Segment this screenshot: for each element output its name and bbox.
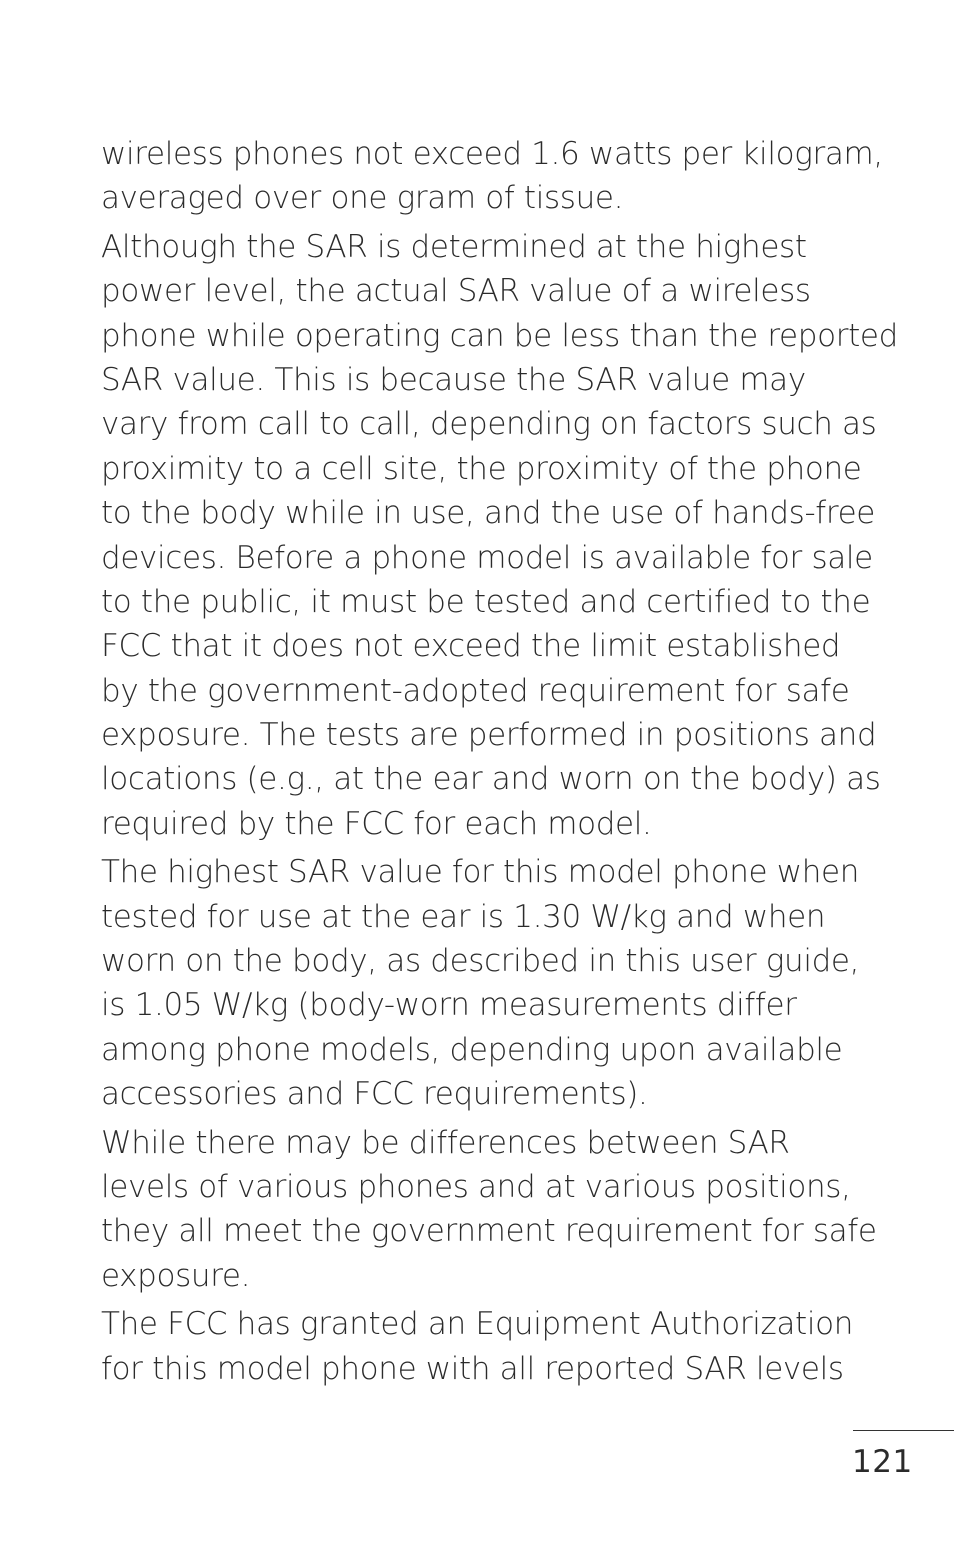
text-line: vary from call to call, depending on factors such as [101,406,877,443]
text-line: worn on the body, as described in this user guide, [101,943,860,980]
paragraph-fcc-authorization [101,1302,901,1391]
text-line: The highest SAR value for this model phone when [101,854,860,891]
text-line: locations (e.g., at the ear and worn on the body) as [101,761,881,798]
text-line: exposure. [101,1257,251,1294]
text-line: Although the SAR is determined at the highest [101,228,807,265]
text-line: devices. Before a phone model is available for sale [101,539,873,576]
text-line: levels of various phones and at various positions, [101,1168,851,1205]
text-line: to the public, it must be tested and certified to the [101,583,871,620]
text-line: among phone models, depending upon available [101,1031,843,1068]
paragraph-highest-sar [101,850,901,1116]
page-number: 121 [852,1444,913,1480]
text-line: SAR value. This is because the SAR value may [101,361,806,398]
text-line: exposure. The tests are performed in positions and [101,717,877,754]
text-line: to the body while in use, and the use of hands-free [101,495,876,532]
footer-divider [853,1430,954,1431]
paragraph-sar-determination [101,225,901,846]
text-line: by the government-adopted requirement for safe [101,672,850,709]
text-line: tested for use at the ear is 1.30 W/kg and when [101,898,826,935]
text-line: While there may be differences between SAR [101,1124,790,1161]
page-body [101,132,901,1395]
text-line: averaged over one gram of tissue. [101,180,624,217]
text-line: power level, the actual SAR value of a wireless [101,273,811,310]
text-line: wireless phones not exceed 1.6 watts per kilogram, [101,136,883,172]
paragraph-sar-limit [101,132,901,221]
text-line: they all meet the government requirement for safe [101,1213,877,1250]
text-line: phone while operating can be less than the reported [101,317,898,354]
text-line: is 1.05 W/kg (body-worn measurements differ [101,987,797,1024]
paragraph-sar-differences [101,1121,901,1299]
text-line: The FCC has granted an Equipment Authorization [101,1306,854,1343]
text-line: required by the FCC for each model. [101,805,652,842]
text-line: proximity to a cell site, the proximity of the phone [101,450,862,487]
text-line: accessories and FCC requirements). [101,1076,648,1113]
text-line: FCC that it does not exceed the limit established [101,628,841,665]
text-line: for this model phone with all reported SAR levels [101,1350,844,1387]
